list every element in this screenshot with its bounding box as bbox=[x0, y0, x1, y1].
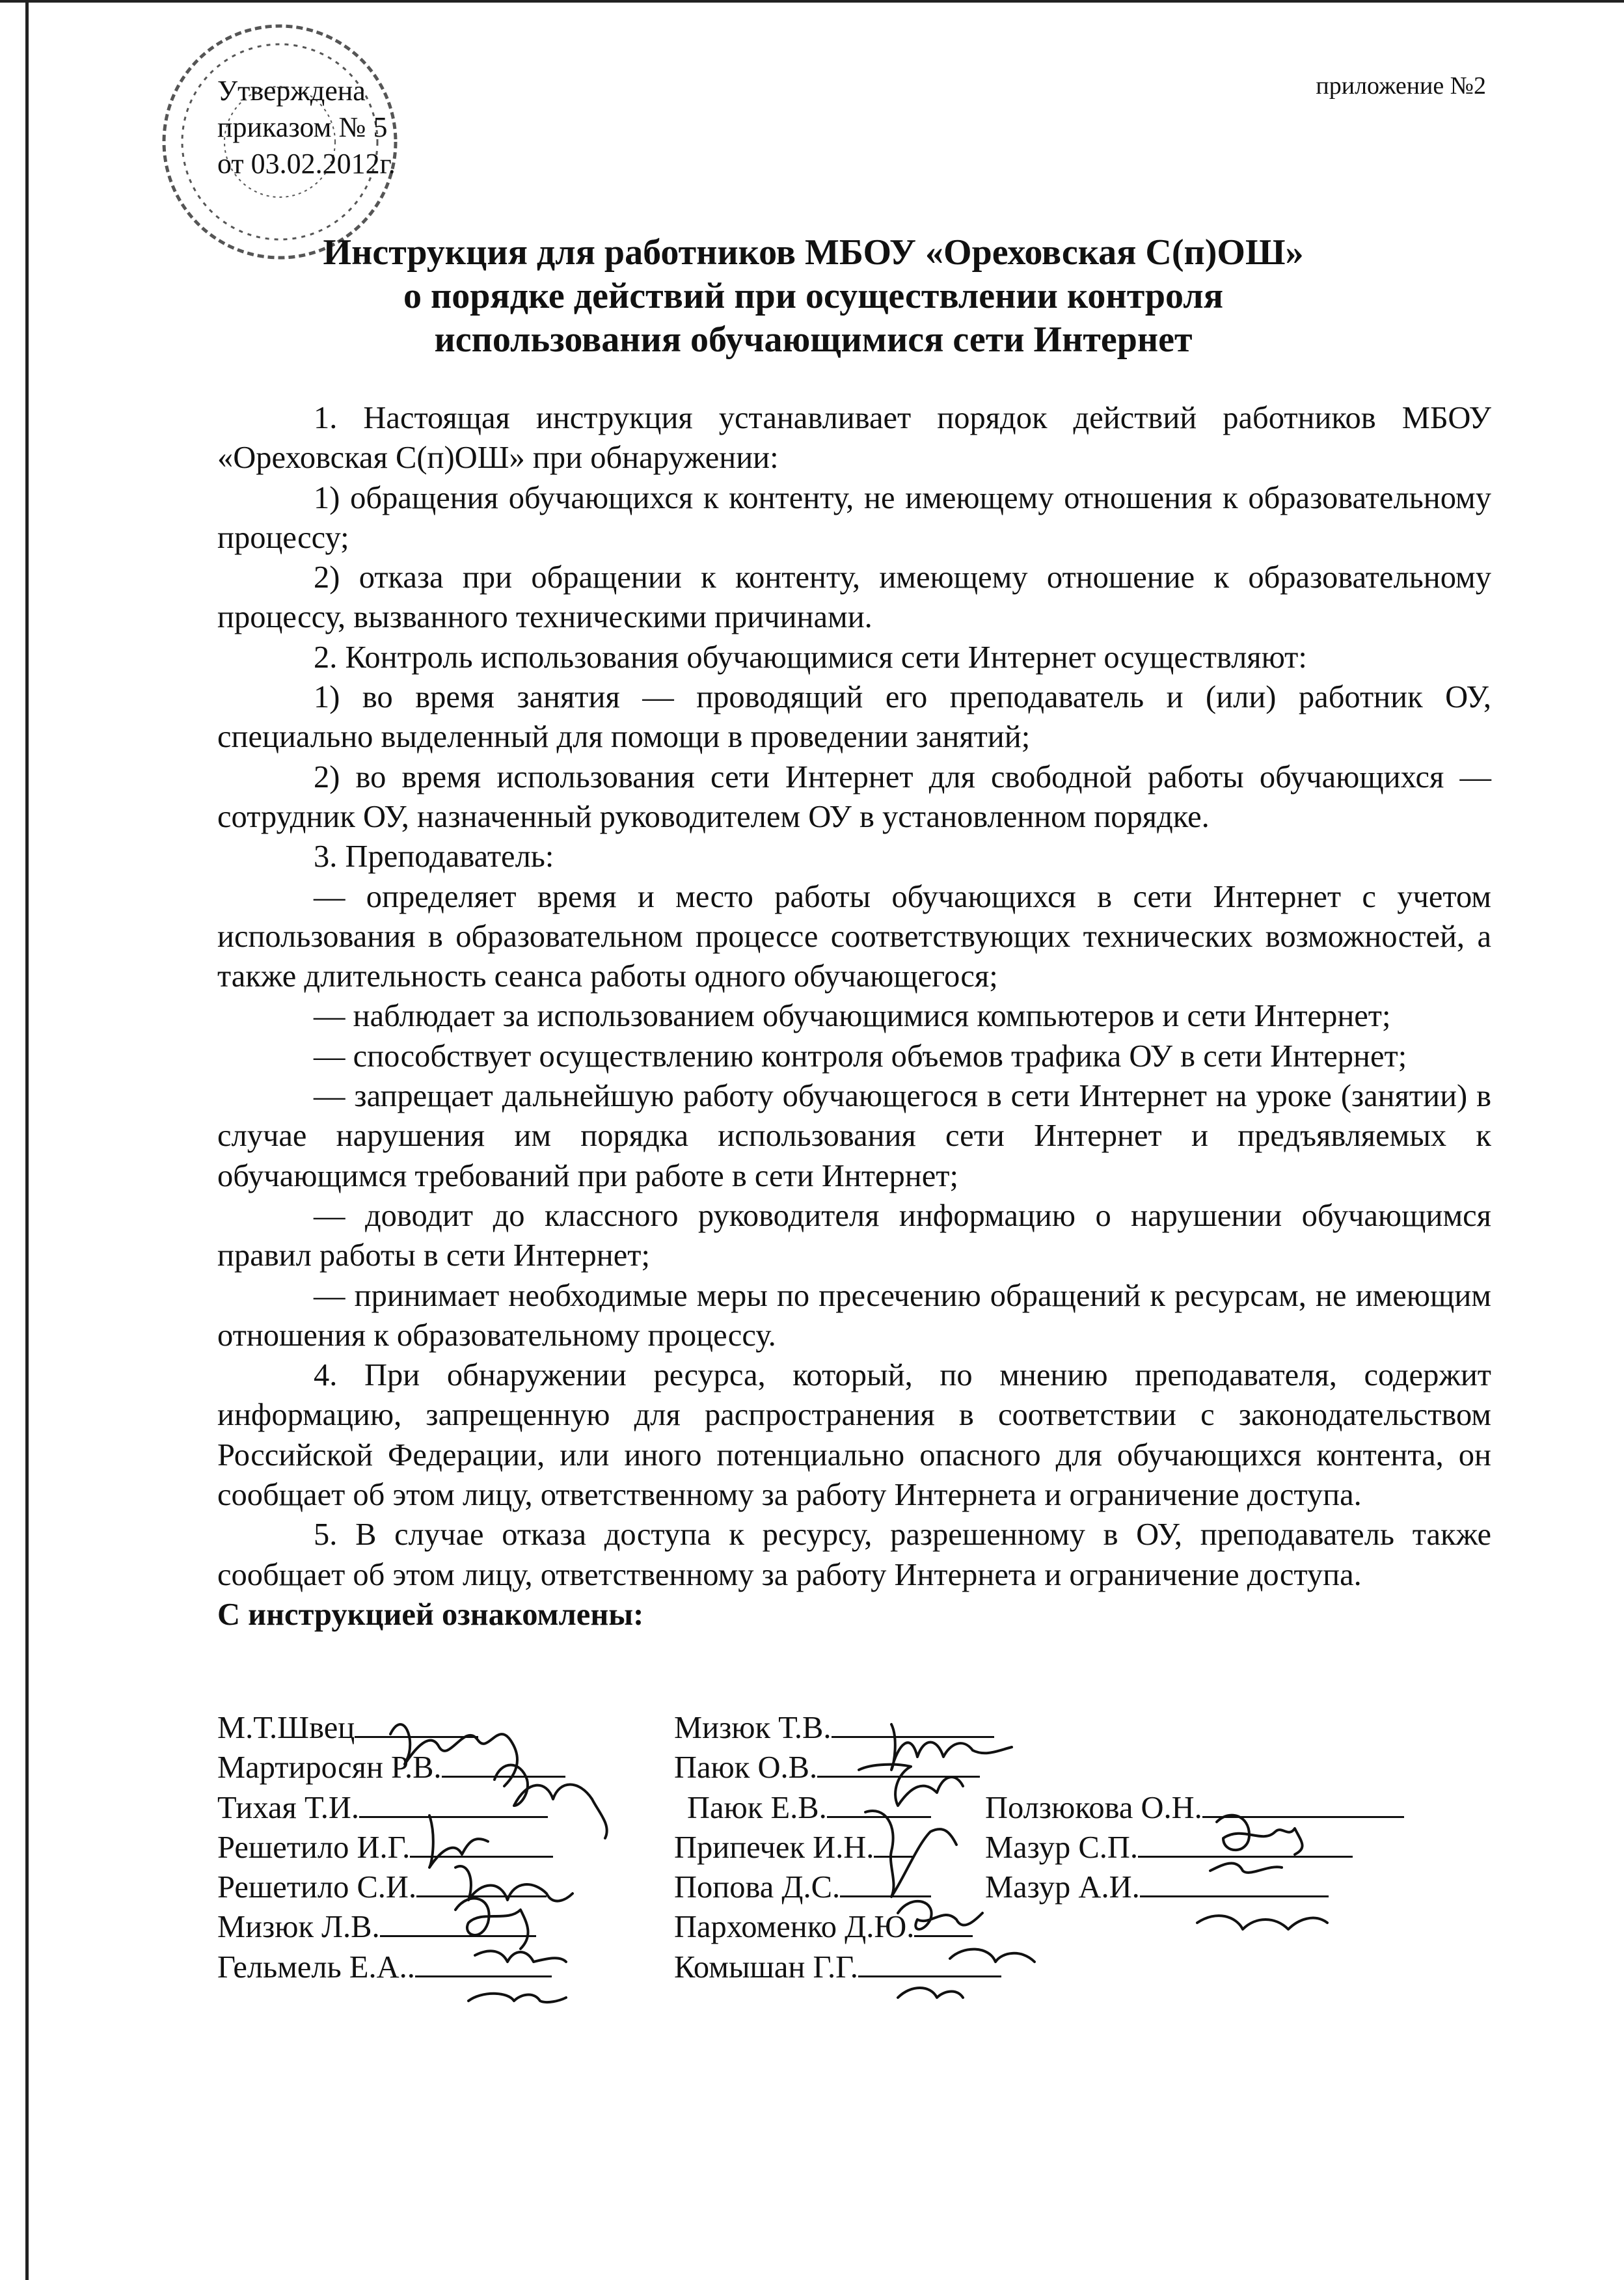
paragraph-3: 3. Преподаватель: bbox=[314, 839, 554, 875]
document-title bbox=[195, 231, 1431, 362]
approval-line-3: от 03.02.2012г. bbox=[217, 148, 396, 180]
signatory-name: Попова Д.С. bbox=[674, 1870, 841, 1905]
paragraph-3-item-4: — запрещает дальнейшую работу обучающегося в сети Интернет на уроке (занятии) в случае нарушения им порядка использования сети Интернет и предъявляемых к обучающимся требований при работе в сети Интернет; bbox=[217, 1079, 1491, 1193]
instruction-body bbox=[217, 398, 1491, 1635]
signature-stroke bbox=[468, 1994, 566, 2002]
signature-row bbox=[217, 1825, 1506, 1864]
signatory-name: Мазур А.И. bbox=[985, 1870, 1140, 1905]
signatory-name: Мазур С.П. bbox=[985, 1830, 1139, 1865]
signatory-name: Пархоменко Д.Ю. bbox=[674, 1910, 915, 1945]
paragraph-3-item-1: — определяет время и место работы обучающихся в сети Интернет с учетом использования в образовательном процессе соответствующих технических возможностей, а также длительность сеанса работы одного обучающегося; bbox=[217, 879, 1491, 994]
signature-row bbox=[217, 1864, 1506, 1904]
signatory-name: Паюк Е.В. bbox=[687, 1790, 827, 1825]
paragraph-5: 5. В случае отказа доступа к ресурсу, разрешенному в ОУ, преподаватель также сообщает об этом лицу, ответственному за работу Интернета и ограничение доступа. bbox=[217, 1517, 1491, 1592]
paragraph-1-item-2: 2) отказа при обращении к контенту, имеющему отношение к образовательному процессу, вызванного техническими причинами. bbox=[217, 560, 1491, 635]
paragraph-3-item-5: — доводит до классного руководителя информацию о нарушении обучающимся правил работы в сети Интернет; bbox=[217, 1198, 1491, 1273]
paragraph-1-item-1: 1) обращения обучающихся к контенту, не имеющему отношения к образовательному процессу; bbox=[217, 480, 1491, 555]
appendix-label: приложение №2 bbox=[1316, 72, 1486, 100]
paragraph-2-item-1: 1) во время занятия — проводящий его преподаватель и (или) работник ОУ, специально выделенный для помощи в проведении занятий; bbox=[217, 680, 1491, 755]
paragraph-2: 2. Контроль использования обучающимися сети Интернет осуществляют: bbox=[314, 640, 1307, 675]
signatory-name: Припечек И.Н. bbox=[674, 1830, 874, 1865]
paragraph-3-item-2: — наблюдает за использованием обучающимися компьютеров и сети Интернет; bbox=[314, 999, 1391, 1034]
signatory-name: Мизюк Т.В. bbox=[674, 1711, 832, 1745]
title-line-2: о порядке действий при осуществлении контроля bbox=[403, 276, 1223, 316]
scan-border-left bbox=[0, 0, 29, 2280]
signatory-name: Решетило И.Г. bbox=[217, 1830, 411, 1865]
signatory-name: Паюк О.В. bbox=[674, 1750, 818, 1785]
paragraph-1: 1. Настоящая инструкция устанавливает порядок действий работников МБОУ «Ореховская С(п)ОШ» при обнаружении: bbox=[217, 401, 1491, 476]
signatory-name: Мартиросян Р.В. bbox=[217, 1750, 442, 1785]
paragraph-4: 4. При обнаружении ресурса, который, по мнению преподавателя, содержит информацию, запрещенную для распространения в соответствии с законодательством Российской Федерации, или иного потенциально опасного для обучающихся контента, он сообщает об этом лицу, ответственному за работу Интернета и ограничение доступа. bbox=[217, 1358, 1491, 1513]
approval-line-1: Утверждена bbox=[217, 75, 366, 107]
signatory-name: Комышан Г.Г. bbox=[674, 1949, 858, 1985]
signatory-name: Мизюк Л.В. bbox=[217, 1910, 380, 1945]
signature-list bbox=[217, 1705, 1506, 1984]
signatory-name: Ползюкова О.Н. bbox=[985, 1790, 1202, 1825]
signature-row bbox=[217, 1944, 1506, 1984]
approval-block bbox=[217, 73, 396, 182]
signature-row bbox=[217, 1785, 1506, 1825]
signatory-name: Решетило С.И. bbox=[217, 1870, 417, 1905]
signature-row bbox=[217, 1705, 1506, 1744]
signature-row bbox=[217, 1904, 1506, 1944]
signatory-name: Тихая Т.И. bbox=[217, 1790, 359, 1825]
signature-stroke bbox=[898, 1988, 963, 1998]
title-line-3: использования обучающимися сети Интернет bbox=[434, 319, 1193, 360]
title-line-1: Инструкция для работников МБОУ «Ореховская С(п)ОШ» bbox=[323, 232, 1304, 273]
scan-border-top bbox=[0, 0, 1624, 3]
paragraph-2-item-2: 2) во время использования сети Интернет для свободной работы обучающихся — сотрудник ОУ, назначенный руководителем ОУ в установленном порядке. bbox=[217, 759, 1491, 834]
signatory-name: М.Т.Швец bbox=[217, 1711, 355, 1745]
acknowledgement-heading: С инструкцией ознакомлены: bbox=[217, 1597, 644, 1632]
signature-row bbox=[217, 1744, 1506, 1784]
paragraph-3-item-6: — принимает необходимые меры по пресечению обращений к ресурсам, не имеющим отношения к образовательному процессу. bbox=[217, 1278, 1491, 1353]
signatory-name: Гельмель Е.А.. bbox=[217, 1949, 415, 1985]
approval-line-2: приказом № 5 bbox=[217, 111, 388, 143]
paragraph-3-item-3: — способствует осуществлению контроля объемов трафика ОУ в сети Интернет; bbox=[314, 1038, 1407, 1074]
